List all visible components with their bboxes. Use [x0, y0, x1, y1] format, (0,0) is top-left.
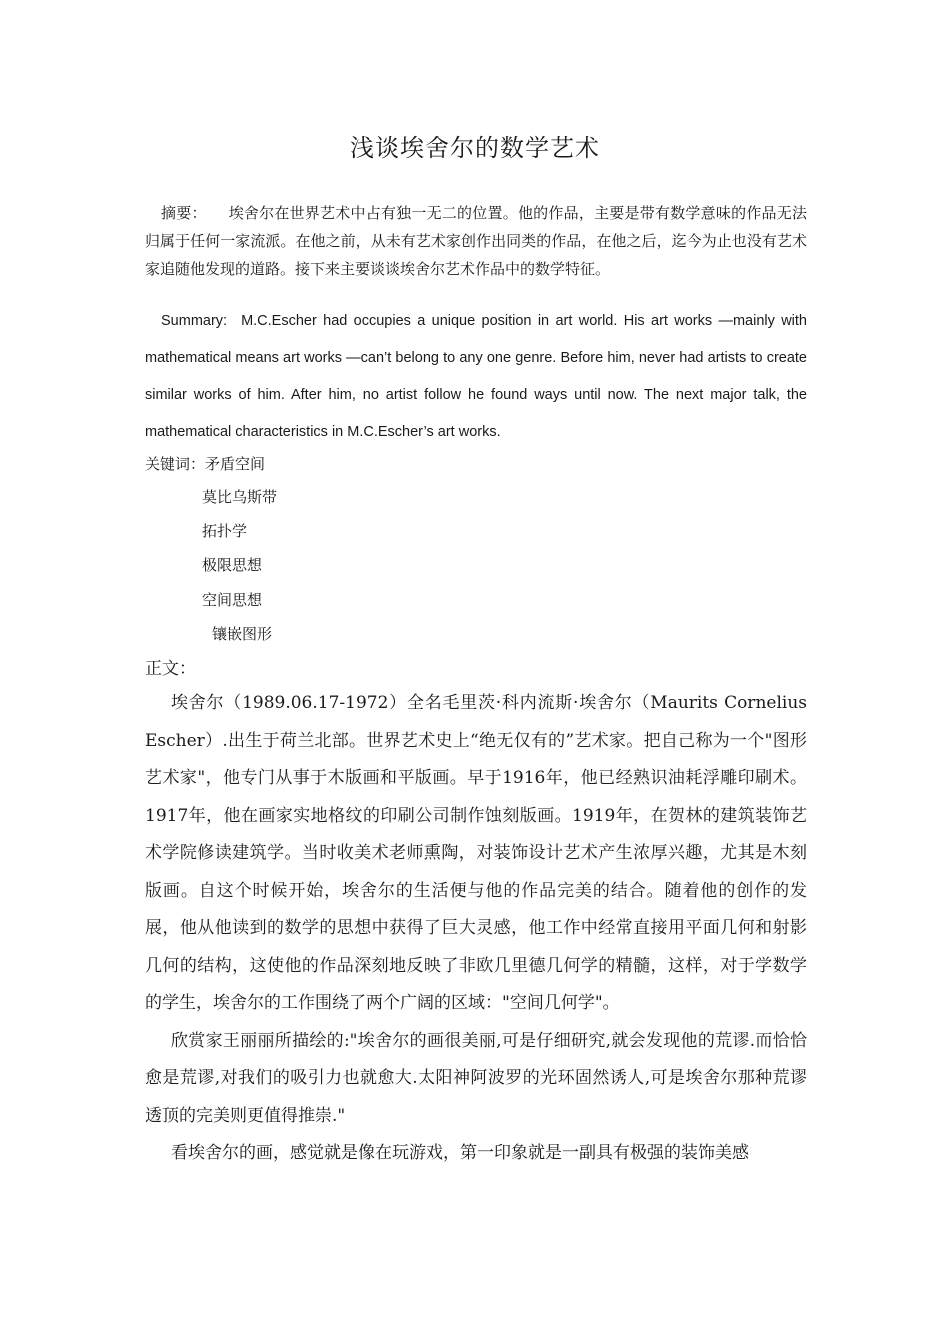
abstract-section	[145, 199, 807, 283]
body-label: 正文：	[145, 659, 196, 679]
document-title: 浅谈埃舍尔的数学艺术	[350, 134, 600, 162]
abstract-label: 摘要：	[161, 204, 207, 222]
keyword-item: 极限思想	[202, 556, 263, 574]
keyword-item: 莫比乌斯带	[202, 488, 278, 506]
body-paragraph: 埃舍尔（1989.06.17-1972）全名毛里茨·科内流斯·埃舍尔（Maurits Cornelius Escher）.出生于荷兰北部。世界艺术史上“绝无仅有的”艺术家。把自己称为一个"图形艺术家"，他专门从事于木版画和平版画。早于1916年，他已经熟识油耗浮雕印刷术。1917年，他在画家实地格纹的印刷公司制作蚀刻版画。1919年，在贺林的建筑装饰艺术学院修读建筑学。当时收美术老师熏陶，对装饰设计艺术产生浓厚兴趣，尤其是木刻版画。自这个时候开始，埃舍尔的生活便与他的作品完美的结合。随着他的创作的发展，他从他读到的数学的思想中获得了巨大灵感，他工作中经常直接用平面几何和射影几何的结构，这使他的作品深刻地反映了非欧几里德几何学的精髓，这样，对于学数学的学生，埃舍尔的工作围绕了两个广阔的区域："空间几何学"。	[145, 693, 807, 1013]
summary-text: M.C.Escher had occupies a unique position in art world. His art works —mainly with mathematical means art works —can’t belong to any one genre. Before him, never had artists to create similar works of him. After him, no artist follow he found ways until now. The next major talk, the mathematical characteristics in M.C.Escher’s art works.	[145, 313, 807, 440]
abstract-text: 埃舍尔在世界艺术中占有独一无二的位置。他的作品，主要是带有数学意味的作品无法归属于任何一家流派。在他之前，从未有艺术家创作出同类的作品，在他之后，迄今为止也没有艺术家追随他发现的道路。接下来主要谈谈埃舍尔艺术作品中的数学特征。	[145, 204, 807, 278]
keywords-line	[145, 450, 265, 478]
body-paragraph: 看埃舍尔的画，感觉就是像在玩游戏，第一印象就是一副具有极强的装饰美感	[171, 1143, 749, 1163]
keyword-item: 矛盾空间	[205, 455, 266, 473]
keyword-item: 镶嵌图形	[212, 625, 273, 643]
keywords-label: 关键词：	[145, 455, 206, 473]
summary-section	[145, 303, 807, 451]
keyword-item: 拓扑学	[202, 522, 248, 540]
body-paragraph: 欣赏家王丽丽所描绘的:"埃舍尔的画很美丽,可是仔细研究,就会发现他的荒谬.而恰恰愈是荒谬,对我们的吸引力也就愈大.太阳神阿波罗的光环固然诱人,可是埃舍尔那种荒谬透顶的完美则更值得推崇."	[145, 1030, 807, 1126]
body-text	[145, 685, 807, 1173]
keyword-item: 空间思想	[202, 591, 263, 609]
summary-label: Summary:	[161, 313, 228, 329]
